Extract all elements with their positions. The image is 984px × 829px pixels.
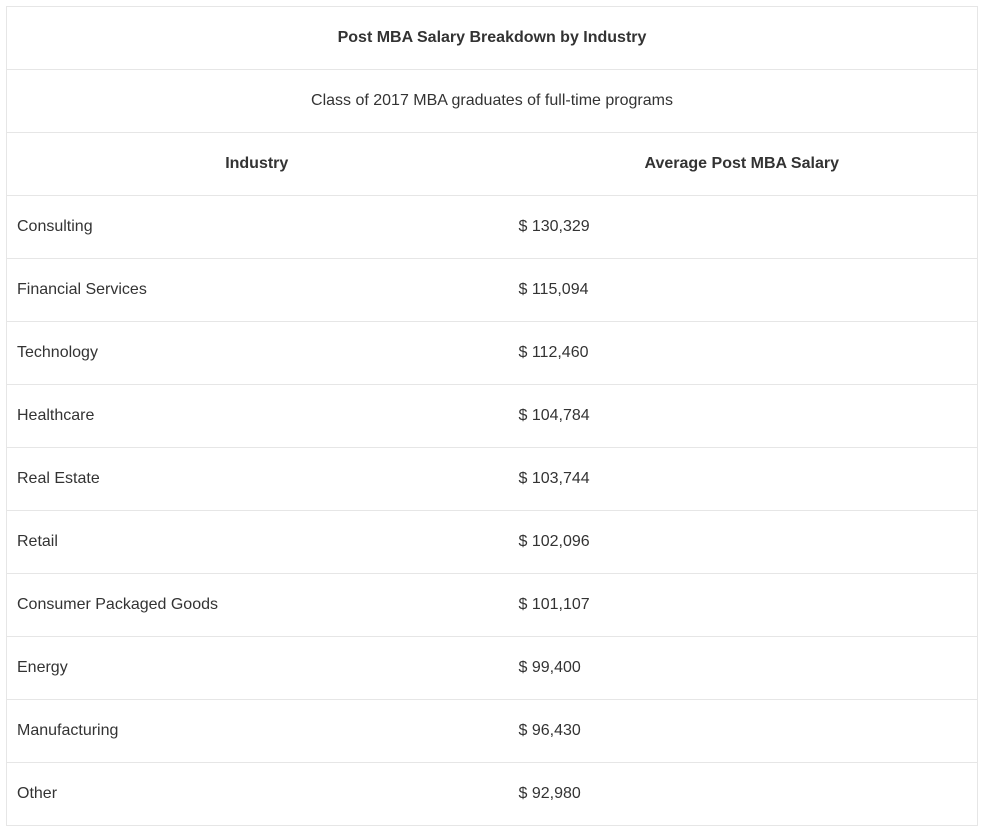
industry-cell: Retail xyxy=(7,511,507,574)
table-header-row xyxy=(7,133,978,196)
table-subtitle: Class of 2017 MBA graduates of full-time programs xyxy=(7,70,978,133)
table-subtitle-row xyxy=(7,70,978,133)
salary-cell: $ 92,980 xyxy=(507,763,978,826)
table-row xyxy=(7,385,978,448)
table-row xyxy=(7,700,978,763)
industry-cell: Other xyxy=(7,763,507,826)
industry-cell: Real Estate xyxy=(7,448,507,511)
salary-cell: $ 112,460 xyxy=(507,322,978,385)
salary-cell: $ 96,430 xyxy=(507,700,978,763)
salary-table xyxy=(6,6,978,826)
table-row xyxy=(7,196,978,259)
industry-cell: Energy xyxy=(7,637,507,700)
salary-cell: $ 104,784 xyxy=(507,385,978,448)
salary-cell: $ 130,329 xyxy=(507,196,978,259)
table-row xyxy=(7,322,978,385)
industry-cell: Consulting xyxy=(7,196,507,259)
salary-cell: $ 101,107 xyxy=(507,574,978,637)
table-row xyxy=(7,259,978,322)
column-header-industry: Industry xyxy=(7,133,507,196)
industry-cell: Consumer Packaged Goods xyxy=(7,574,507,637)
salary-cell: $ 99,400 xyxy=(507,637,978,700)
salary-cell: $ 103,744 xyxy=(507,448,978,511)
salary-table-container xyxy=(6,6,977,826)
industry-cell: Manufacturing xyxy=(7,700,507,763)
salary-cell: $ 115,094 xyxy=(507,259,978,322)
table-row xyxy=(7,511,978,574)
salary-cell: $ 102,096 xyxy=(507,511,978,574)
column-header-salary: Average Post MBA Salary xyxy=(507,133,978,196)
table-title: Post MBA Salary Breakdown by Industry xyxy=(7,7,978,70)
table-row xyxy=(7,574,978,637)
industry-cell: Financial Services xyxy=(7,259,507,322)
industry-cell: Technology xyxy=(7,322,507,385)
industry-cell: Healthcare xyxy=(7,385,507,448)
table-row xyxy=(7,448,978,511)
table-title-row xyxy=(7,7,978,70)
table-row xyxy=(7,763,978,826)
table-row xyxy=(7,637,978,700)
